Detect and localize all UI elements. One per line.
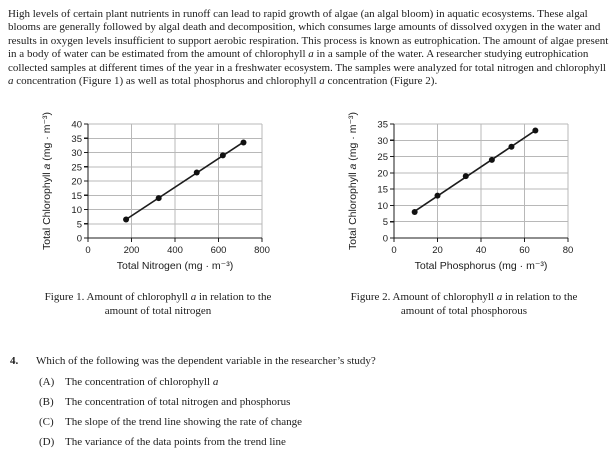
svg-text:0: 0 — [85, 245, 91, 257]
svg-text:Total Phosphorus (mg · m⁻³): Total Phosphorus (mg · m⁻³) — [414, 260, 548, 273]
intro-paragraph: High levels of certain plant nutrients in runoff can lead to rapid growth of algae (an algal bloom) in aquatic ecosystems. These algal blooms are generally followed by algal death and decomposition, which consumes large amounts of dissolved oxygen in the water and results in oxygen levels insufficient to support aerobic respiration. This process is known as eutrophication. The amount of algae present in a body of water can be estimated from the amount of chlorophyll a in a sample of the water. A researcher studying eutrophication collected samples at different times of the year in a freshwater ecosystem. The samples were analyzed for total nitrogen and chlorophyll a concentration (Figure 1) as well as total phosphorus and chlorophyll a concentration (Figure 2). — [8, 8, 609, 88]
svg-text:Total Chlorophyll a (mg · m⁻³): Total Chlorophyll a (mg · m⁻³) — [41, 112, 53, 251]
svg-text:30: 30 — [71, 148, 82, 160]
figure-2-caption-line2: amount of total phosphorous — [400, 304, 528, 317]
option-d — [39, 436, 608, 450]
svg-text:0: 0 — [76, 233, 82, 245]
svg-text:200: 200 — [123, 245, 140, 257]
figure-2-caption-line1: Figure 2. Amount of chlorophyll a in relation to the — [350, 291, 578, 304]
option-c — [39, 416, 608, 430]
option-a — [39, 376, 608, 390]
svg-text:10: 10 — [71, 205, 82, 217]
question-stem — [10, 355, 608, 367]
figure-1 — [34, 114, 282, 318]
option-a-text: The concentration of chlorophyll a — [65, 376, 219, 389]
svg-text:0: 0 — [382, 233, 388, 245]
option-d-label: (D) — [39, 436, 55, 449]
question-number: 4. — [10, 355, 19, 368]
question-4 — [8, 355, 608, 450]
figure-2-caption — [340, 291, 588, 318]
svg-text:10: 10 — [377, 201, 388, 213]
svg-text:800: 800 — [254, 245, 270, 257]
svg-text:25: 25 — [377, 152, 388, 164]
svg-text:Total Nitrogen (mg · m⁻³): Total Nitrogen (mg · m⁻³) — [116, 260, 234, 273]
svg-text:600: 600 — [210, 245, 227, 257]
svg-text:35: 35 — [377, 119, 388, 131]
figure-2-chart — [344, 114, 584, 282]
svg-text:60: 60 — [519, 245, 530, 257]
svg-text:30: 30 — [377, 136, 388, 148]
svg-text:20: 20 — [377, 168, 388, 180]
answer-options — [39, 376, 608, 450]
figure-1-caption — [34, 291, 282, 318]
option-c-text: The slope of the trend line showing the rate of change — [65, 416, 303, 429]
figure-1-chart — [38, 114, 278, 282]
figure-2 — [340, 114, 588, 318]
svg-text:0: 0 — [391, 245, 397, 257]
option-a-label: (A) — [39, 376, 55, 389]
svg-text:15: 15 — [377, 185, 388, 197]
svg-text:15: 15 — [71, 191, 82, 203]
option-b — [39, 396, 608, 410]
option-b-label: (B) — [39, 396, 54, 409]
option-b-text: The concentration of total nitrogen and phosphorus — [65, 396, 291, 409]
svg-text:80: 80 — [562, 245, 574, 257]
svg-text:400: 400 — [167, 245, 183, 257]
svg-text:5: 5 — [382, 217, 388, 229]
question-text: Which of the following was the dependent variable in the researcher’s study? — [36, 355, 376, 368]
svg-text:35: 35 — [71, 134, 82, 146]
figures-row — [8, 114, 608, 318]
svg-text:5: 5 — [76, 219, 82, 231]
option-d-text: The variance of the data points from the trend line — [65, 436, 286, 449]
option-c-label: (C) — [39, 416, 54, 429]
svg-text:25: 25 — [71, 162, 82, 174]
svg-text:40: 40 — [71, 119, 82, 131]
figure-1-caption-line1: Figure 1. Amount of chlorophyll a in relation to the — [44, 291, 272, 304]
svg-text:20: 20 — [432, 245, 443, 257]
svg-text:40: 40 — [475, 245, 487, 257]
svg-text:Total Chlorophyll a (mg · m⁻³): Total Chlorophyll a (mg · m⁻³) — [347, 112, 359, 251]
figure-1-caption-line2: amount of total nitrogen — [104, 304, 212, 317]
svg-text:20: 20 — [71, 176, 82, 188]
